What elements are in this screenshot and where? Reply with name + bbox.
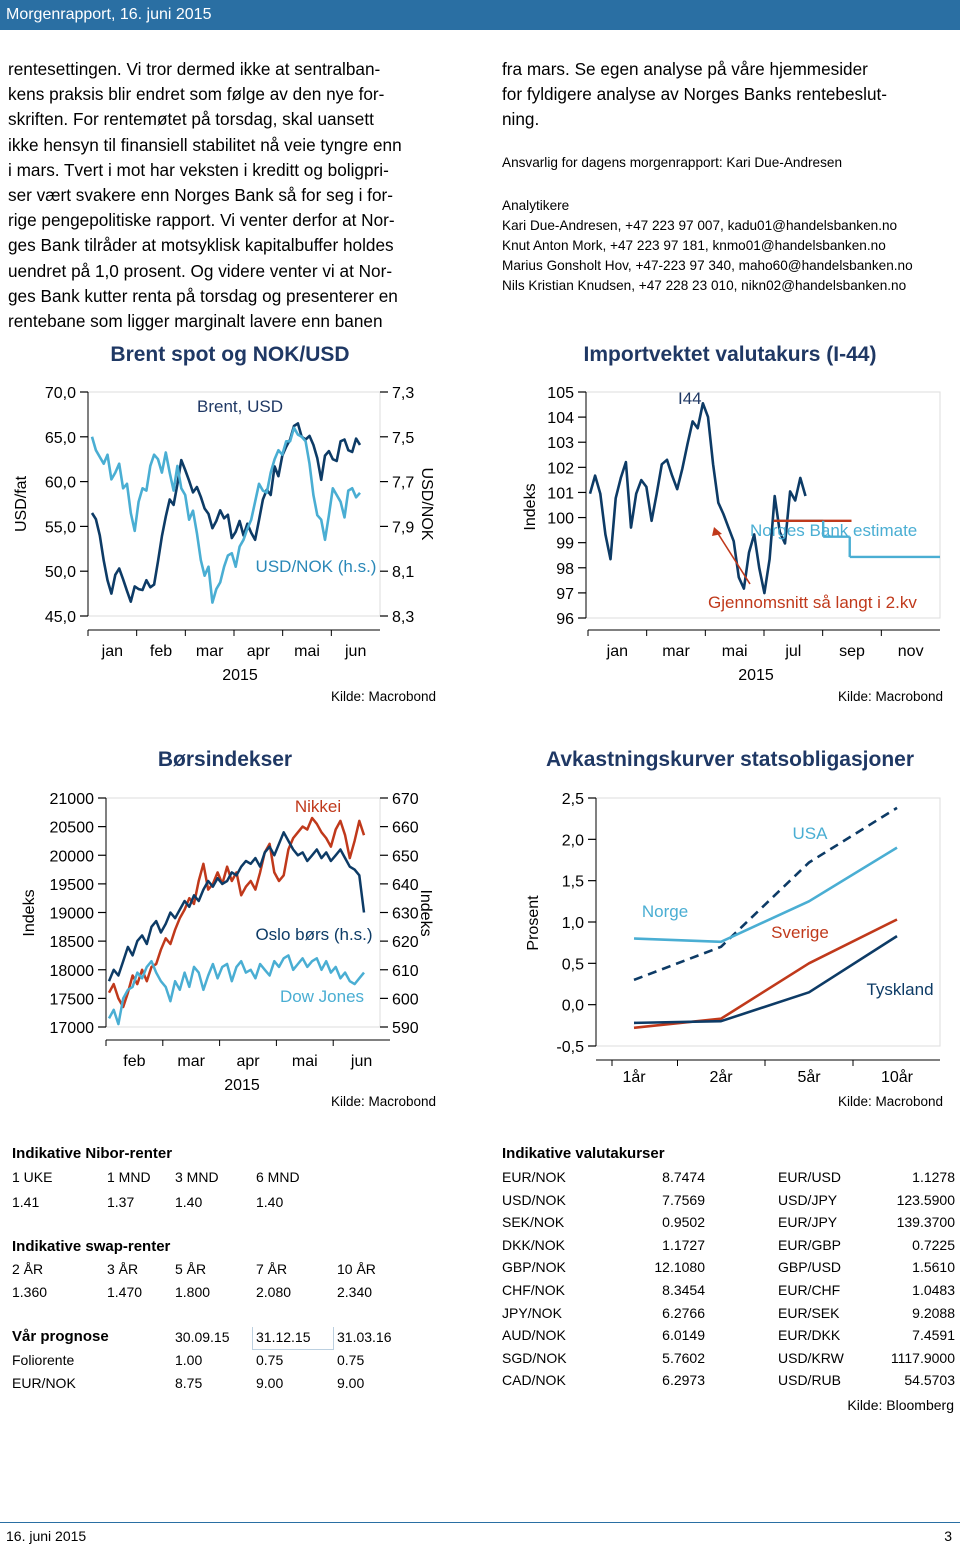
swap-header: 5 ÅR — [175, 1261, 207, 1277]
y2-tick-label: 7,3 — [392, 385, 415, 402]
responsible-text: Ansvarlig for dagens morgenrapport: Kari Due-Andresen — [502, 155, 843, 170]
fx-pair: GBP/NOK — [502, 1259, 566, 1276]
y-tick-label: 19500 — [49, 876, 94, 894]
y-axis-label: Prosent — [525, 895, 542, 951]
body-text-line: rige pengepolitiske rapport. Vi venter derfor at Nor- — [8, 210, 395, 231]
y-tick-label: 2,5 — [561, 791, 584, 808]
y-tick-label: 97 — [556, 585, 574, 603]
y-tick-label: 45,0 — [44, 609, 76, 626]
fx-rate: 8.3454 — [662, 1282, 705, 1298]
series-label-estimate: Norges Bank estimate — [750, 521, 918, 540]
swap-header: 3 ÅR — [107, 1261, 139, 1277]
nibor-value: 1.40 — [256, 1194, 284, 1210]
y2-tick-label: 8,1 — [392, 564, 415, 582]
y-tick-label: 17000 — [49, 1020, 94, 1037]
y-tick-label: 103 — [547, 435, 574, 453]
fx-pair: SGD/NOK — [502, 1349, 567, 1366]
fx-pair: EUR/JPY — [778, 1214, 838, 1231]
x-year-label: 2015 — [738, 667, 774, 684]
y-tick-label: 104 — [547, 410, 574, 428]
prognose-date: 31.03.16 — [337, 1329, 392, 1345]
series-label-norge: Norge — [641, 902, 689, 921]
x-tick-label: 5år — [797, 1069, 821, 1086]
fx-rate: 0.9502 — [662, 1214, 705, 1231]
body-text-line: uendret på 1,0 prosent. Og videre venter vi at Nor- — [8, 260, 393, 281]
x-year-label: 2015 — [224, 1077, 260, 1094]
y-tick-label: 102 — [547, 460, 574, 478]
y2-axis-label: Indeks — [417, 889, 434, 937]
prognose-value: 9.00 — [256, 1375, 284, 1391]
series-label-average: Gjennomsnitt så langt i 2.kv — [708, 593, 917, 612]
y-tick-label: 100 — [547, 510, 574, 528]
y2-tick-label: 630 — [392, 905, 419, 923]
fx-rate: 5.7602 — [662, 1349, 705, 1366]
y2-axis-label: USD/NOK — [418, 467, 435, 541]
prognose-title: Vår prognose — [12, 1328, 109, 1345]
y-tick-label: 18500 — [49, 934, 94, 952]
y2-tick-label: 8,3 — [392, 609, 415, 626]
chart-source-brent: Kilde: Macrobond — [331, 689, 437, 704]
y-axis-label: USD/fat — [13, 475, 30, 533]
body-text-line: rentesettingen. Vi tror dermed ikke at sentralban- — [8, 59, 381, 79]
body-text-line: ges Bank kutter renta på torsdag og presenterer en — [8, 285, 398, 306]
y-tick-label: 2,0 — [561, 832, 584, 850]
y2-tick-label: 640 — [392, 876, 419, 894]
fx-rate: 1.1727 — [662, 1236, 705, 1253]
y-tick-label: 20500 — [49, 819, 94, 837]
fx-pair: CAD/NOK — [502, 1372, 566, 1389]
fx-rate: 12.1080 — [654, 1259, 705, 1276]
fx-rate: 54.5703 — [904, 1372, 955, 1389]
swap-value: 2.080 — [256, 1284, 292, 1300]
y2-tick-label: 590 — [392, 1020, 419, 1037]
footer-page: 3 — [944, 1528, 952, 1544]
fx-rate: 123.5900 — [896, 1191, 955, 1208]
fx-rate: 6.0149 — [662, 1327, 705, 1344]
nibor-value: 1.37 — [107, 1194, 135, 1210]
prognose-value: 0.75 — [337, 1352, 365, 1368]
body-text-line: ges Bank tilråder at motsyklisk kapitalbuffer holdes — [8, 235, 394, 256]
y-tick-label: 98 — [556, 560, 574, 578]
fx-pair: DKK/NOK — [502, 1236, 566, 1253]
chart-source-borsindekser: Kilde: Macrobond — [331, 1094, 437, 1109]
fx-title: Indikative valutakurser — [502, 1145, 665, 1162]
x-tick-label: mai — [294, 643, 320, 660]
analyst-contact: Marius Gonsholt Hov, +47-223 97 340, maho60@handelsbanken.no — [502, 258, 913, 273]
fx-rate: 8.7474 — [662, 1169, 705, 1185]
report-title: Morgenrapport, 16. juni 2015 — [6, 6, 212, 23]
fx-rate: 6.2766 — [662, 1304, 705, 1321]
fx-rate: 1117.9000 — [890, 1349, 955, 1366]
fx-pair: GBP/USD — [778, 1259, 842, 1276]
series-label-usdnok: USD/NOK (h.s.) — [255, 557, 377, 576]
body-text-line: ser vært svakere enn Norges Bank så for seg i for- — [8, 185, 393, 206]
series-label-nikkei: Nikkei — [294, 797, 342, 816]
x-tick-label: jan — [606, 643, 629, 660]
fx-rate: 7.4591 — [912, 1327, 955, 1344]
swap-value: 1.470 — [107, 1284, 143, 1300]
y2-tick-label: 7,5 — [392, 429, 415, 447]
x-tick-label: 2år — [709, 1069, 733, 1086]
y-tick-label: 105 — [547, 385, 574, 402]
x-tick-label: jun — [350, 1053, 373, 1070]
fx-rate: 9.2088 — [912, 1304, 955, 1321]
prognose-value: 0.75 — [256, 1352, 284, 1368]
x-tick-label: mai — [291, 1053, 318, 1070]
prognose-date: 30.09.15 — [175, 1329, 230, 1345]
y-tick-label: 60,0 — [44, 474, 76, 492]
x-tick-label: 10år — [880, 1069, 914, 1086]
y2-tick-label: 670 — [392, 791, 419, 808]
swap-value: 1.360 — [12, 1284, 48, 1300]
swap-header: 7 ÅR — [256, 1261, 288, 1277]
y-tick-label: 21000 — [49, 791, 94, 808]
y-tick-label: 19000 — [49, 905, 94, 923]
prognose-row-label: EUR/NOK — [12, 1375, 76, 1391]
y-tick-label: 20000 — [49, 848, 94, 866]
x-tick-label: nov — [897, 643, 924, 660]
y2-tick-label: 650 — [392, 848, 419, 866]
chart-source-i44: Kilde: Macrobond — [838, 689, 944, 704]
fx-pair: EUR/GBP — [778, 1236, 842, 1253]
x-tick-label: jun — [344, 643, 367, 660]
x-tick-label: apr — [246, 643, 270, 660]
y-tick-label: 1,0 — [561, 915, 584, 932]
chart-title-borsindekser: Børsindekser — [157, 748, 293, 771]
fx-pair: AUD/NOK — [502, 1327, 566, 1344]
x-tick-label: mai — [721, 643, 748, 660]
body-text-line: fra mars. Se egen analyse på våre hjemmesider — [502, 59, 868, 79]
fx-pair: USD/KRW — [778, 1349, 844, 1366]
x-tick-label: apr — [236, 1053, 260, 1070]
body-text-line: ning. — [502, 109, 540, 130]
x-tick-label: feb — [149, 643, 173, 660]
y2-tick-label: 660 — [392, 819, 419, 837]
fx-pair: EUR/NOK — [502, 1169, 566, 1185]
body-text-line: for fyldigere analyse av Norges Banks rentebeslut- — [502, 84, 888, 105]
series-label-brent: Brent, USD — [197, 397, 283, 416]
nibor-value: 1.40 — [175, 1194, 203, 1210]
fx-pair: EUR/SEK — [778, 1304, 840, 1321]
nibor-title: Indikative Nibor-renter — [12, 1145, 173, 1162]
fx-rate: 1.5610 — [912, 1259, 955, 1276]
swap-value: 1.800 — [175, 1284, 211, 1300]
x-tick-label: mar — [177, 1053, 205, 1070]
footer-date: 16. juni 2015 — [6, 1528, 87, 1544]
y-tick-label: 96 — [556, 611, 574, 628]
chart-title-i44: Importvektet valutakurs (I-44) — [583, 343, 877, 366]
x-tick-label: jul — [785, 643, 802, 660]
footer-rule — [0, 1522, 960, 1523]
nibor-value: 1.41 — [12, 1194, 40, 1210]
x-tick-label: 1år — [622, 1069, 646, 1086]
y2-tick-label: 7,7 — [392, 474, 415, 492]
body-text-line: ikke hensyn til finansiell stabilitet nå veie tyngre enn — [8, 134, 402, 155]
nibor-header: 1 MND — [107, 1169, 151, 1185]
swap-header: 10 ÅR — [337, 1261, 376, 1277]
y-tick-label: 99 — [556, 535, 574, 553]
fx-rate: 1.0483 — [912, 1282, 955, 1298]
body-text-line: skriften. For rentemøtet på torsdag, skal uansett — [8, 109, 374, 130]
y2-tick-label: 620 — [392, 934, 419, 952]
series-label-i44: I44 — [678, 389, 702, 408]
swap-value: 2.340 — [337, 1284, 373, 1300]
analysts-title: Analytikere — [502, 198, 570, 213]
fx-pair: EUR/USD — [778, 1169, 842, 1185]
nibor-header: 6 MND — [256, 1169, 300, 1185]
x-year-label: 2015 — [222, 667, 258, 684]
fx-rate: 139.3700 — [896, 1214, 955, 1231]
x-tick-label: sep — [839, 643, 865, 660]
y-tick-label: 0,5 — [561, 956, 584, 974]
x-tick-label: jan — [101, 643, 124, 660]
fx-pair: EUR/CHF — [778, 1282, 841, 1298]
fx-pair: USD/JPY — [778, 1191, 838, 1208]
body-text-line: kens praksis blir endret som følge av den nye for- — [8, 84, 385, 105]
y-tick-label: 101 — [547, 485, 574, 503]
y-axis-label: Indeks — [522, 483, 539, 531]
y-tick-label: 18000 — [49, 962, 94, 980]
y-tick-label: 0,0 — [561, 997, 584, 1015]
y-tick-label: 1,5 — [561, 873, 584, 891]
y-tick-label: -0,5 — [556, 1039, 584, 1056]
prognose-row-label: Foliorente — [12, 1352, 75, 1368]
fx-rate: 6.2973 — [662, 1372, 705, 1389]
series-label-usa: USA — [792, 824, 828, 843]
y2-tick-label: 610 — [392, 962, 419, 980]
chart-source-yield: Kilde: Macrobond — [838, 1094, 944, 1109]
fx-rate: 7.7569 — [662, 1191, 705, 1208]
series-label-dowjones: Dow Jones — [279, 987, 365, 1006]
y-tick-label: 17500 — [49, 991, 94, 1009]
prognose-value: 9.00 — [337, 1375, 365, 1391]
x-tick-label: mar — [195, 643, 224, 660]
y-tick-label: 50,0 — [44, 564, 76, 582]
body-text-line: rentebane som ligger marginalt lavere enn banen — [8, 311, 383, 332]
y-tick-label: 55,0 — [44, 519, 76, 537]
fx-pair: CHF/NOK — [502, 1282, 565, 1298]
x-tick-label: mar — [662, 643, 690, 660]
x-tick-label: feb — [123, 1053, 146, 1070]
y2-tick-label: 7,9 — [392, 519, 415, 537]
fx-rate: 1.1278 — [912, 1169, 955, 1185]
analyst-contact: Kari Due-Andresen, +47 223 97 007, kadu01@handelsbanken.no — [502, 218, 898, 233]
analyst-contact: Knut Anton Mork, +47 223 97 181, knmo01@handelsbanken.no — [502, 238, 886, 253]
chart-title-brent: Brent spot og NOK/USD — [110, 343, 350, 366]
nibor-header: 1 UKE — [12, 1169, 53, 1185]
series-label-sverige: Sverige — [771, 923, 829, 942]
fx-pair: USD/RUB — [778, 1372, 842, 1389]
body-text-line: i mars. Tvert i mot har veksten i kreditt og boligpri- — [8, 159, 389, 180]
fx-pair: EUR/DKK — [778, 1327, 841, 1344]
swap-header: 2 ÅR — [12, 1261, 44, 1277]
prognose-date: 31.12.15 — [256, 1329, 311, 1345]
prognose-value: 8.75 — [175, 1375, 203, 1391]
y2-tick-label: 600 — [392, 991, 419, 1009]
fx-pair: JPY/NOK — [502, 1304, 562, 1321]
fx-pair: SEK/NOK — [502, 1214, 565, 1231]
y-axis-label: Indeks — [21, 889, 38, 937]
prognose-value: 1.00 — [175, 1352, 203, 1368]
chart-title-yield: Avkastningskurver statsobligasjoner — [545, 748, 914, 771]
fx-source: Kilde: Bloomberg — [847, 1397, 954, 1413]
analyst-contact: Nils Kristian Knudsen, +47 228 23 010, nikn02@handelsbanken.no — [502, 278, 907, 293]
fx-rate: 0.7225 — [912, 1236, 955, 1253]
swap-title: Indikative swap-renter — [12, 1238, 171, 1255]
series-label-oslo: Oslo børs (h.s.) — [255, 925, 373, 944]
y-tick-label: 65,0 — [44, 429, 76, 447]
fx-pair: USD/NOK — [502, 1191, 566, 1208]
nibor-header: 3 MND — [175, 1169, 219, 1185]
y-tick-label: 70,0 — [44, 385, 76, 402]
series-label-tyskland: Tyskland — [866, 980, 934, 999]
